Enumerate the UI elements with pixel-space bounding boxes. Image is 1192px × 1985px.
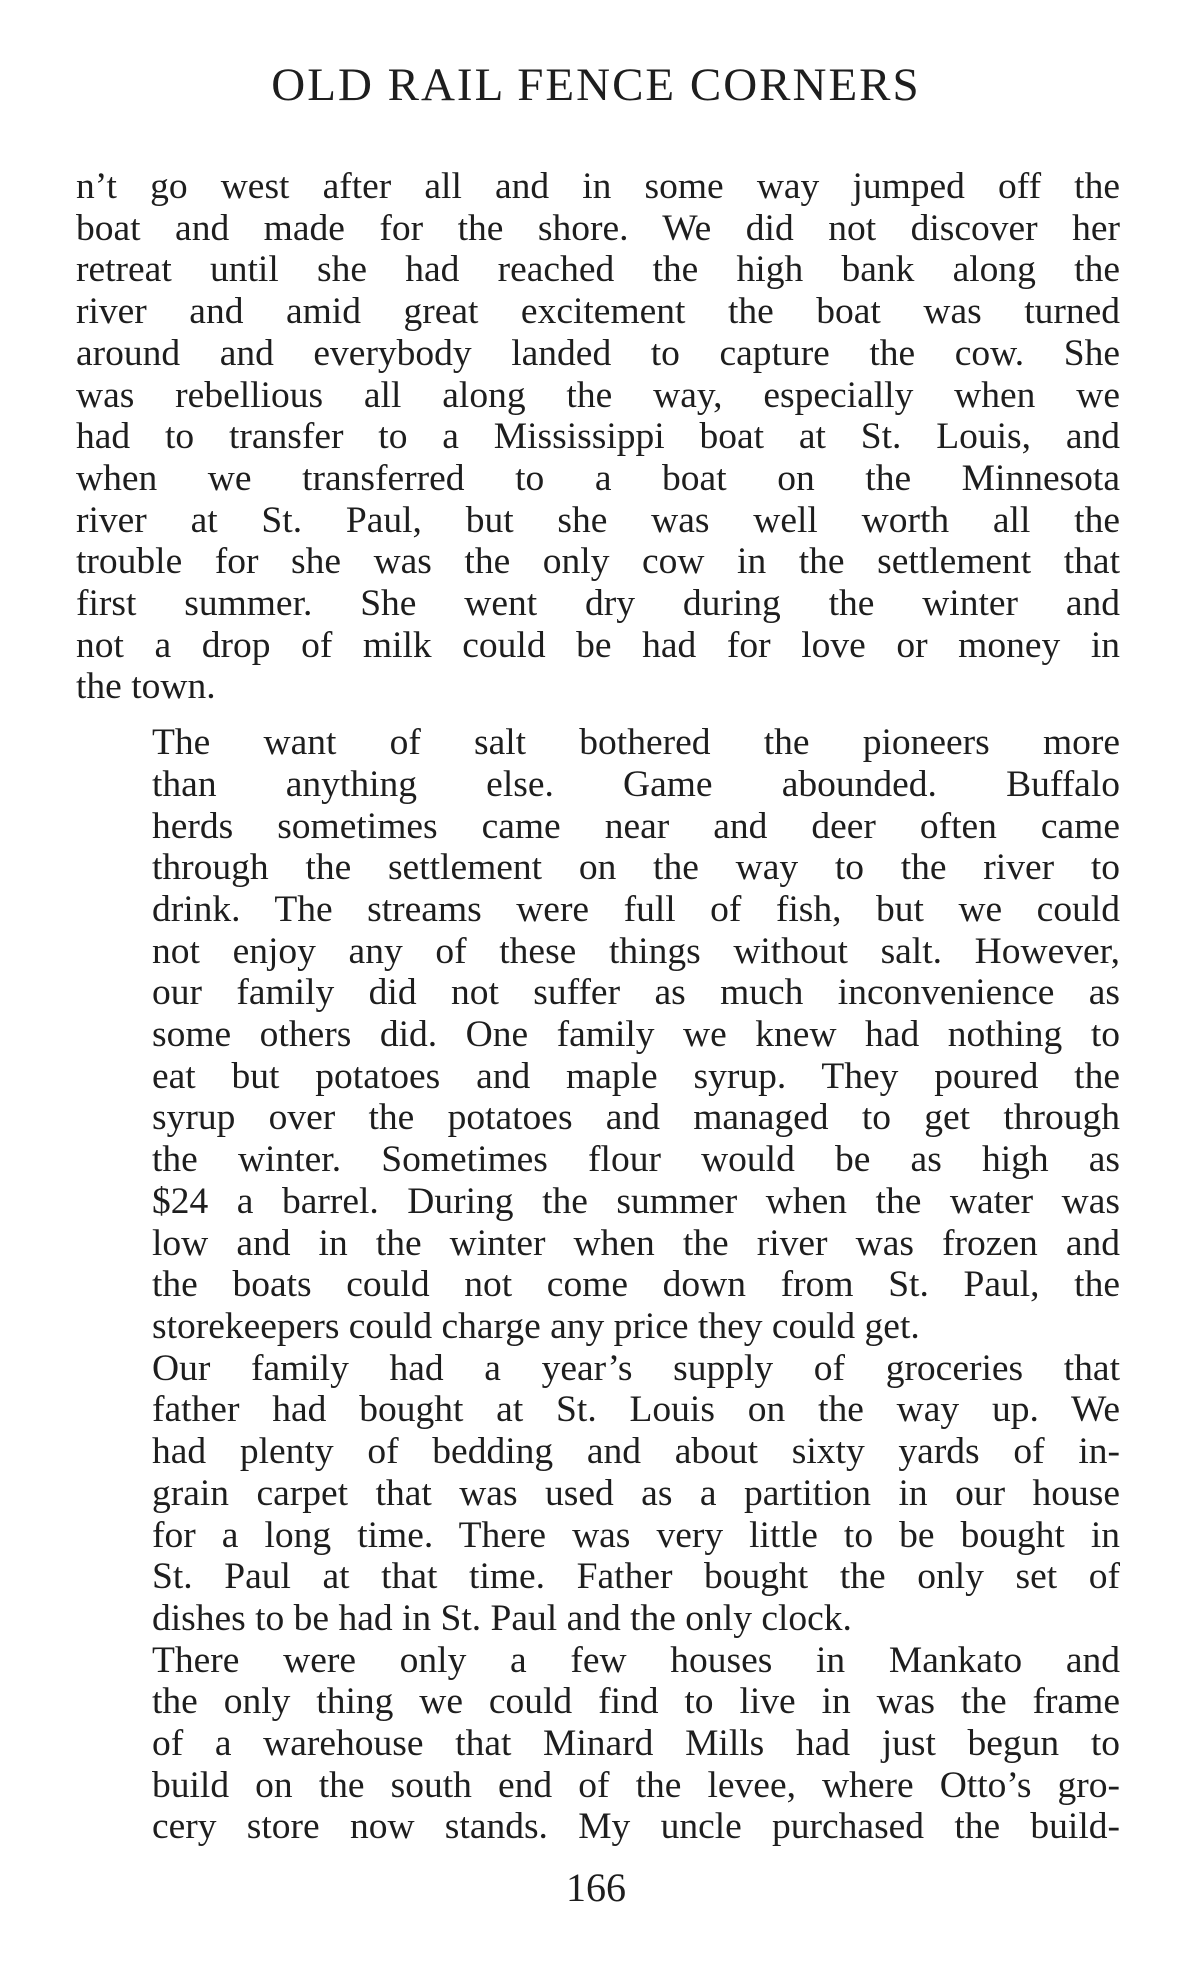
text-line: had to transfer to a Mississippi boat at St. Louis, and [76, 416, 1120, 458]
text-line: was rebellious all along the way, especially when we [76, 374, 1120, 416]
text-line: through the settlement on the way to the river to [152, 847, 1120, 889]
text-line: $24 a barrel. During the summer when the water was [152, 1180, 1120, 1222]
text-line: the boats could not come down from St. Paul, the [152, 1264, 1120, 1306]
text-line: first summer. She went dry during the winter and [76, 583, 1120, 625]
text-line: dishes to be had in St. Paul and the only clock. [152, 1597, 852, 1639]
text-line: had plenty of bedding and about sixty yards of in- [152, 1431, 1120, 1473]
text-line: build on the south end of the levee, where Otto’s gro- [152, 1764, 1120, 1806]
text-line: St. Paul at that time. Father bought the only set of [152, 1556, 1120, 1598]
text-line: drink. The streams were full of fish, but we could [152, 888, 1120, 930]
text-line: syrup over the potatoes and managed to get through [152, 1097, 1120, 1139]
text-line: Our family had a year’s supply of groceries that [152, 1347, 1120, 1389]
text-line: grain carpet that was used as a partition in our house [152, 1472, 1120, 1514]
text-line: the town. [76, 666, 216, 708]
text-line: low and in the winter when the river was frozen and [152, 1222, 1120, 1264]
body-text [76, 166, 1120, 1848]
text-line: not a drop of milk could be had for love or money in [76, 624, 1120, 666]
text-line: There were only a few houses in Mankato and [152, 1639, 1120, 1681]
text-line: storekeepers could charge any price they could get. [152, 1305, 920, 1347]
text-line: for a long time. There was very little to be bought in [152, 1514, 1120, 1556]
text-line: river and amid great excitement the boat was turned [76, 291, 1120, 333]
paragraph-3 [76, 1348, 1120, 1640]
running-head: OLD RAIL FENCE CORNERS [271, 59, 921, 111]
text-line: of a warehouse that Minard Mills had just begun to [152, 1723, 1120, 1765]
paragraph-1 [76, 166, 1120, 708]
text-line: cery store now stands. My uncle purchased the build- [152, 1806, 1120, 1848]
text-line: retreat until she had reached the high bank along the [76, 249, 1120, 291]
text-line: herds sometimes came near and deer often came [152, 805, 1120, 847]
text-line: n’t go west after all and in some way jumped off the [76, 166, 1120, 207]
text-line: around and everybody landed to capture the cow. She [76, 332, 1120, 374]
text-line: the only thing we could find to live in was the frame [152, 1681, 1120, 1723]
text-line: father had bought at St. Louis on the way up. We [152, 1389, 1120, 1431]
text-line: eat but potatoes and maple syrup. They poured the [152, 1055, 1120, 1097]
text-line: boat and made for the shore. We did not discover her [76, 207, 1120, 249]
page-number: 166 [566, 1865, 626, 1910]
text-line: than anything else. Game abounded. Buffalo [152, 763, 1120, 805]
text-line: some others did. One family we knew had nothing to [152, 1014, 1120, 1056]
text-line: when we transferred to a boat on the Minnesota [76, 457, 1120, 499]
text-line: the winter. Sometimes flour would be as high as [152, 1139, 1120, 1181]
paragraph-2 [76, 722, 1120, 1348]
text-line: trouble for she was the only cow in the settlement that [76, 541, 1120, 583]
text-line: The want of salt bothered the pioneers more [152, 722, 1120, 764]
paragraph-4 [76, 1640, 1120, 1849]
text-line: river at St. Paul, but she was well worth all the [76, 499, 1120, 541]
text-line: our family did not suffer as much inconvenience as [152, 972, 1120, 1014]
text-line: not enjoy any of these things without salt. However, [152, 930, 1120, 972]
